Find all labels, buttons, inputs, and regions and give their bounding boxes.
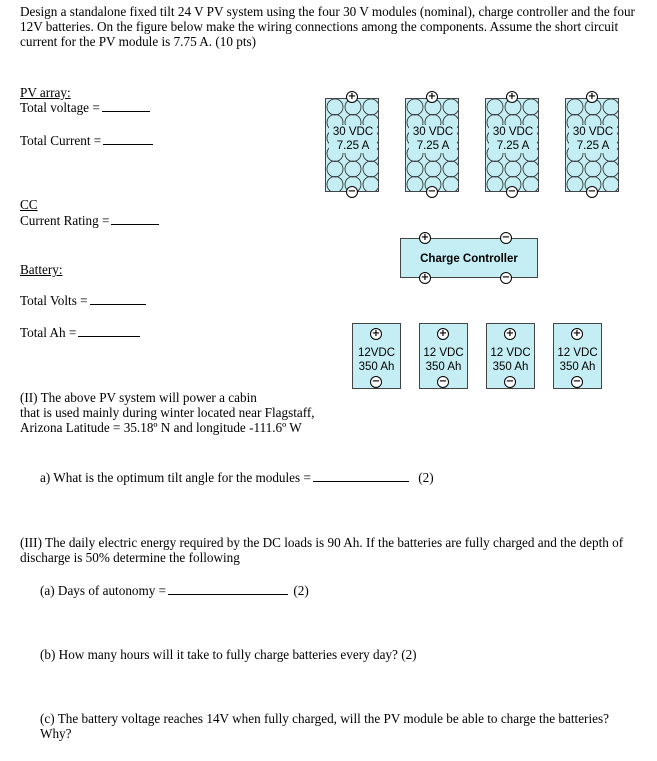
pv-cell-circle <box>363 161 379 177</box>
pv-module-1-positive-terminal[interactable]: + <box>347 91 357 102</box>
pv-module-voltage: 30 VDC <box>329 125 377 139</box>
pv-charge-batteries-question: (c) The battery voltage reaches 14V when fully charged, will the PV module be able to charge the batteries? Why? <box>40 711 609 741</box>
pv-total-voltage-question <box>20 100 150 116</box>
battery-total-ah-question <box>20 325 140 341</box>
battery-voltage: 12 VDC <box>557 347 598 359</box>
pv-module-3-negative-terminal[interactable]: − <box>507 186 517 197</box>
pv-cell-circle <box>523 177 539 193</box>
pv-module-2-negative-terminal[interactable]: − <box>427 186 437 197</box>
part2-line1: (II) The above PV system will power a cabin <box>20 390 257 405</box>
battery-capacity: 350 Ah <box>492 361 529 373</box>
tilt-angle-question <box>40 470 434 486</box>
battery-total-volts-question <box>20 293 146 309</box>
pv-cell-circle <box>443 177 459 193</box>
pv-cell-circle <box>425 161 441 177</box>
pv-module-4-negative-terminal[interactable]: − <box>587 186 597 197</box>
pv-cell-circle <box>523 99 539 115</box>
battery-1-negative-terminal[interactable]: − <box>371 376 381 387</box>
battery-capacity: 350 Ah <box>358 361 395 373</box>
charge-controller[interactable]: Charge Controller <box>400 238 538 278</box>
pv-total-current-label: Total Current = <box>20 133 102 148</box>
part2-line2: that is used mainly during winter located near Flagstaff, <box>20 405 315 420</box>
battery-2-negative-terminal[interactable]: − <box>438 376 448 387</box>
pv-total-voltage-label: Total voltage = <box>20 100 100 115</box>
pv-module-voltage: 30 VDC <box>569 125 617 139</box>
pv-module-4-positive-terminal[interactable]: + <box>587 91 597 102</box>
pv-module-3[interactable] <box>485 98 539 192</box>
battery-capacity: 350 Ah <box>425 361 462 373</box>
pv-cell-circle <box>407 177 423 193</box>
pv-cell-circle <box>345 161 361 177</box>
battery-2-positive-terminal[interactable]: + <box>438 328 448 339</box>
pv-cell-circle <box>603 177 619 193</box>
charge-hours-question: (b) How many hours will it take to fully charge batteries every day? (2) <box>40 647 417 662</box>
pv-cell-circle <box>363 99 379 115</box>
pv-cell-circle <box>487 99 503 115</box>
battery-heading: Battery: <box>20 262 63 277</box>
part2-line3: Arizona Latitude = 35.18º N and longitude -111.6º W <box>20 420 302 435</box>
pv-total-voltage-blank[interactable] <box>102 101 150 112</box>
battery-total-ah-label: Total Ah = <box>20 325 77 340</box>
battery-total-volts-label: Total Volts = <box>20 293 88 308</box>
days-autonomy-label: (a) Days of autonomy = <box>40 583 167 598</box>
pv-total-current-blank[interactable] <box>103 134 153 145</box>
cc-battery-positive-terminal[interactable]: + <box>420 272 430 283</box>
pv-module-2[interactable] <box>405 98 459 192</box>
pv-cell-circle <box>487 177 503 193</box>
cc-battery-negative-terminal[interactable]: − <box>501 272 511 283</box>
battery-4-negative-terminal[interactable]: − <box>572 376 582 387</box>
days-autonomy-question <box>40 583 309 599</box>
battery-3-negative-terminal[interactable]: − <box>505 376 515 387</box>
intro-paragraph: Design a standalone fixed tilt 24 V PV system using the four 30 V modules (nominal), charge controller and the four 12V batteries. On the figure below make the wiring connections among the components. Assume the short circuit current for the PV module is 7.75 A. (10 pts) <box>20 4 635 49</box>
pv-module-4[interactable] <box>565 98 619 192</box>
pv-cell-circle <box>567 161 583 177</box>
battery-voltage: 12 VDC <box>490 347 531 359</box>
cc-pv-positive-terminal[interactable]: + <box>420 232 430 243</box>
pv-cell-circle <box>567 99 583 115</box>
battery-3-positive-terminal[interactable]: + <box>505 328 515 339</box>
battery-1-positive-terminal[interactable]: + <box>371 328 381 339</box>
pv-cell-circle <box>443 99 459 115</box>
cc-rating-blank[interactable] <box>111 214 159 225</box>
pv-cell-circle <box>443 161 459 177</box>
pv-module-current: 7.25 A <box>569 139 617 153</box>
battery-total-ah-blank[interactable] <box>78 326 140 337</box>
pv-cell-circle <box>603 161 619 177</box>
pv-cell-circle <box>585 161 601 177</box>
pv-module-3-positive-terminal[interactable]: + <box>507 91 517 102</box>
pv-array-heading: PV array: <box>20 85 71 100</box>
pv-total-current-question <box>20 133 153 149</box>
battery-4-positive-terminal[interactable]: + <box>572 328 582 339</box>
pv-cell-circle <box>327 177 343 193</box>
pv-cell-circle <box>505 161 521 177</box>
days-autonomy-points: (2) <box>293 583 309 598</box>
battery-voltage: 12VDC <box>357 347 396 359</box>
tilt-angle-label: a) What is the optimum tilt angle for the modules = <box>40 470 311 485</box>
pv-cell-circle <box>567 177 583 193</box>
days-autonomy-blank[interactable] <box>168 584 288 595</box>
pv-cell-circle <box>603 99 619 115</box>
tilt-angle-points: (2) <box>418 470 434 485</box>
pv-cell-circle <box>407 161 423 177</box>
pv-module-1-negative-terminal[interactable]: − <box>347 186 357 197</box>
cc-heading: CC <box>20 197 38 212</box>
cc-rating-question <box>20 213 159 229</box>
cc-pv-negative-terminal[interactable]: − <box>501 232 511 243</box>
pv-cell-circle <box>327 99 343 115</box>
pv-module-voltage: 30 VDC <box>409 125 457 139</box>
battery-voltage: 12 VDC <box>423 347 464 359</box>
pv-cell-circle <box>363 177 379 193</box>
pv-cell-circle <box>327 161 343 177</box>
pv-module-voltage: 30 VDC <box>489 125 537 139</box>
battery-capacity: 350 Ah <box>559 361 596 373</box>
pv-module-current: 7.25 A <box>329 139 377 153</box>
pv-module-2-positive-terminal[interactable]: + <box>427 91 437 102</box>
pv-cell-circle <box>487 161 503 177</box>
pv-module-current: 7.25 A <box>409 139 457 153</box>
cc-rating-label: Current Rating = <box>20 213 110 228</box>
part3-intro: (III) The daily electric energy required by the DC loads is 90 Ah. If the batteries are fully charged and the depth of discharge is 50% determine the following <box>20 535 624 565</box>
pv-cell-circle <box>523 161 539 177</box>
pv-cell-circle <box>407 99 423 115</box>
tilt-angle-blank[interactable] <box>313 471 409 482</box>
pv-module-current: 7.25 A <box>489 139 537 153</box>
battery-total-volts-blank[interactable] <box>90 294 146 305</box>
pv-module-1[interactable] <box>325 98 379 192</box>
